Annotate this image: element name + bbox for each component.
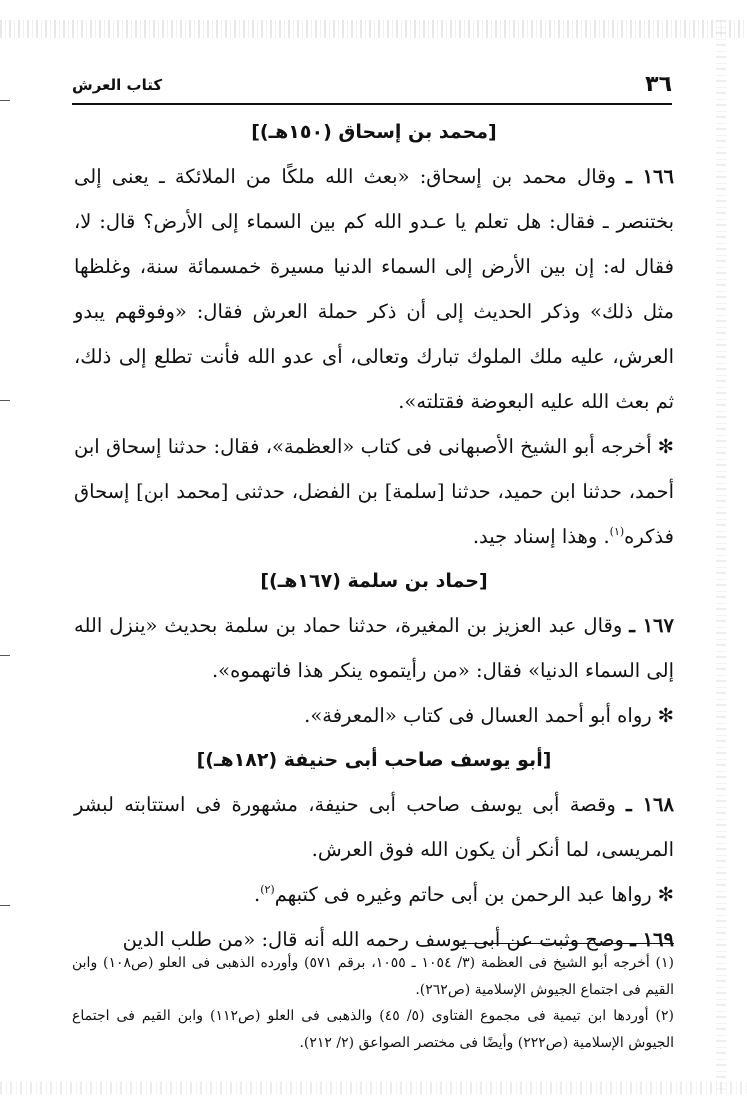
entry-text: وقال محمد بن إسحاق: «بعث الله ملكًا من الملائكة ـ يعنى إلى بختنصر ـ فقال: هل تعلم يا عـدو الله كم بين السماء إلى الأرض؟ قال: لا، فقال له: إن بين الأرض إلى السماء الدنيا مسيرة خمسمائة سنة، وغلظها مثل ذلك» وذكر الحديث إلى أن ذكر حملة العرش فقال: «وفوقهم يبدو العرش، عليه ملك الملوك تبارك وتعالى، أى عدو الله فأنت تطلع إلى ذلك، ثم بعث الله عليه البعوضة فقتلته». bbox=[74, 165, 674, 413]
source-note-text-end: . bbox=[253, 883, 261, 906]
footnotes bbox=[72, 950, 674, 1056]
scan-noise-top bbox=[0, 20, 747, 38]
section-heading: [محمد بن إسحاق (١٥٠هـ)] bbox=[251, 121, 497, 143]
section-heading: [حماد بن سلمة (١٦٧هـ)] bbox=[260, 570, 488, 592]
header-rule bbox=[72, 103, 672, 105]
entry-number: ١٦٨ ـ bbox=[626, 793, 674, 816]
footnote-rule bbox=[460, 943, 674, 944]
source-note-text: رواه أبو أحمد العسال فى كتاب «المعرفة». bbox=[304, 704, 652, 727]
source-note bbox=[74, 693, 674, 738]
scan-noise-right bbox=[716, 20, 726, 1090]
margin-tick bbox=[0, 655, 10, 656]
section-heading: [أبو يوسف صاحب أبى حنيفة (١٨٢هـ)] bbox=[196, 749, 552, 771]
entry-number: ١٦٧ ـ bbox=[629, 614, 674, 637]
margin-tick bbox=[0, 905, 10, 906]
entry-paragraph bbox=[74, 154, 674, 424]
entry-number: ١٦٩ ـ bbox=[630, 928, 674, 951]
page-header bbox=[72, 68, 672, 108]
footnote: (١) أخرجه أبو الشيخ فى العظمة (٣/ ١٠٥٤ ـ ١٠٥٥، برقم ٥٧١) وأورده الذهبى فى العلو (ص١٠٨) وابن القيم فى اجتماع الجيوش الإسلامية (ص٢٦٢). bbox=[72, 955, 674, 998]
entry-paragraph bbox=[74, 782, 674, 872]
entry-number: ١٦٦ ـ bbox=[626, 165, 674, 188]
margin-tick bbox=[0, 400, 10, 401]
scan-noise-bottom bbox=[0, 1082, 747, 1094]
source-note-text-end: . وهذا إسناد جيد. bbox=[472, 525, 610, 548]
footnote-reference[interactable]: (١) bbox=[609, 525, 625, 538]
page-number: ٣٦ bbox=[645, 72, 672, 97]
entry-text: وقصة أبى يوسف صاحب أبى حنيفة، مشهورة فى استتابته لبشر المريسى، لما أنكر أن يكون الله فوق العرش. bbox=[74, 793, 674, 861]
entry-text: وصح وثبت عن أبى يوسف رحمه الله أنه قال: «من طلب الدين bbox=[122, 928, 631, 951]
star-marker-icon: ✻ bbox=[657, 883, 674, 906]
source-note-text: أخرجه أبو الشيخ الأصبهانى فى كتاب «العظمة»، فقال: حدثنا إسحاق ابن أحمد، حدثنا ابن حميد، حدثنا [سلمة] بن الفضل، حدثنى [محمد ابن] إسحاق فذكره bbox=[74, 435, 674, 548]
star-marker-icon: ✻ bbox=[657, 435, 674, 458]
source-note bbox=[74, 424, 674, 559]
source-note bbox=[74, 872, 674, 917]
running-head: كتاب العرش bbox=[72, 76, 163, 94]
source-note-text: رواها عبد الرحمن بن أبى حاتم وغيره فى كتبهم bbox=[274, 883, 652, 906]
margin-tick bbox=[0, 100, 10, 101]
footnote: (٢) أوردها ابن تيمية فى مجموع الفتاوى (٥/ ٤٥) والذهبى فى العلو (ص١١٢) وابن القيم فى اجتماع الجيوش الإسلامية (ص٢٢٢) وأيضًا فى مختصر الصواعق (٢/ ٢١٢). bbox=[72, 1008, 675, 1051]
main-text bbox=[74, 110, 674, 962]
entry-text: وقال عبد العزيز بن المغيرة، حدثنا حماد بن سلمة بحديث «ينزل الله إلى السماء الدنيا» فقال: «من رأيتموه ينكر هذا فاتهموه». bbox=[74, 614, 674, 682]
footnote-reference[interactable]: (٢) bbox=[260, 883, 275, 896]
star-marker-icon: ✻ bbox=[657, 704, 674, 727]
entry-paragraph bbox=[74, 603, 674, 693]
